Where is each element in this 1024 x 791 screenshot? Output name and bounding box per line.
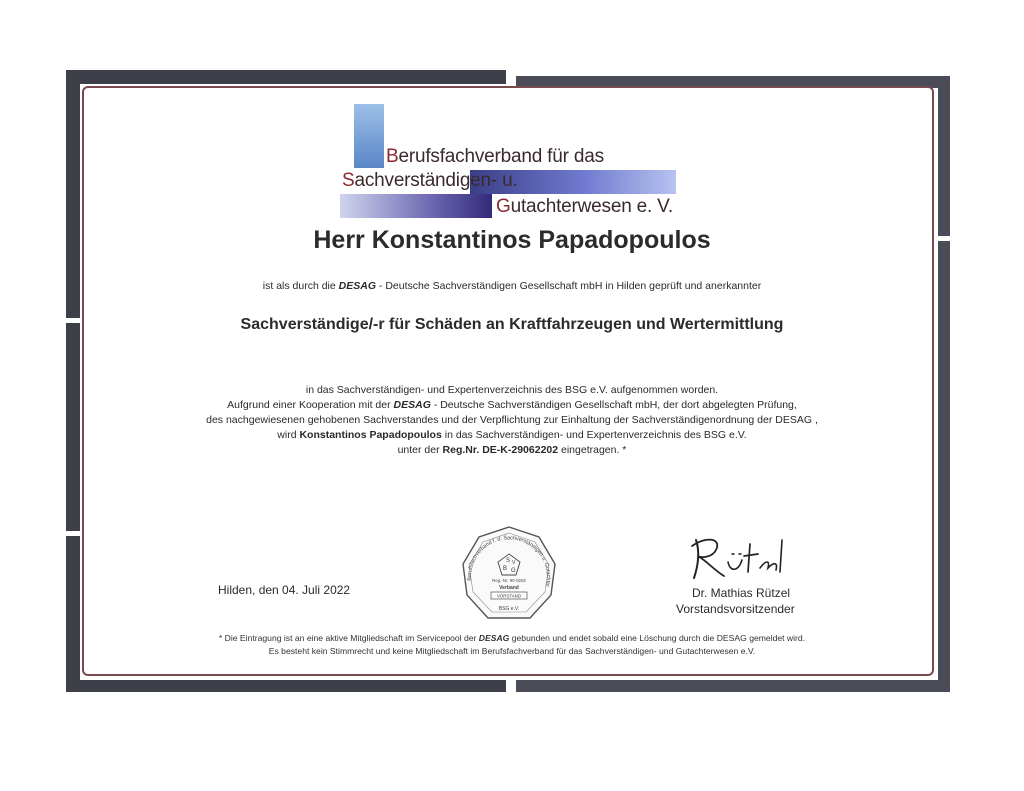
- frame-bottom-right: [516, 680, 946, 692]
- frame-right-top: [938, 76, 950, 236]
- seal-bsg: BSG e.V.: [498, 606, 520, 612]
- logo-line-1: Berufsfachverband für das: [386, 146, 604, 167]
- bsg-logo: [340, 104, 690, 220]
- body-line-5: unter der Reg.Nr. DE-K-29062202 eingetragen. *: [397, 444, 627, 456]
- intro-text: ist als durch die DESAG - Deutsche Sachverständigen Gesellschaft mbH in Hilden geprüft und anerkannter: [262, 280, 762, 292]
- place-date: Hilden, den 04. Juli 2022: [218, 583, 351, 597]
- logo-line-3: Gutachterwesen e. V.: [496, 196, 673, 217]
- footnote: [0, 632, 1024, 658]
- recipient-name: Herr Konstantinos Papadopoulos: [313, 226, 711, 254]
- body-line-4: wird Konstantinos Papadopoulos in das Sachverständigen- und Expertenverzeichnis des BSG e.V.: [277, 429, 747, 441]
- frame-bottom-left: [66, 680, 506, 692]
- seal-verband: Verband: [499, 585, 519, 591]
- footnote-line-2: Es besteht kein Stimmrecht und keine Mitgliedschaft im Berufsfachverband für das Sachverständigen- und Gutachterwesen e.V.: [268, 646, 756, 656]
- logo-horizontal-bar-lower: [340, 194, 492, 218]
- signer-name: Dr. Mathias Rützel: [692, 586, 791, 600]
- signature: [686, 532, 796, 582]
- body-line-2: Aufgrund einer Kooperation mit der DESAG - Deutsche Sachverständigen Gesellschaft mbH, der dort abgelegten Prüfung,: [227, 399, 797, 411]
- logo-vertical-bar: [354, 104, 384, 168]
- seal-reg-number: Reg.-Nr. 90-0202: [492, 578, 526, 583]
- frame-right-bottom: [938, 241, 950, 692]
- footnote-line-1: * Die Eintragung ist an eine aktive Mitgliedschaft im Servicepool der DESAG gebunden und endet sobald eine Löschung durch die DESAG gemeldet wird.: [218, 633, 806, 643]
- seal-letter-s: S: [506, 558, 511, 564]
- signer-title: Vorstandsvorsitzender: [676, 602, 795, 616]
- body-line-3: des nachgewiesenen gehobenen Sachverstandes und der Verpflichtung zur Einhaltung der Sachverständigenordnung der DESAG ,: [206, 414, 818, 426]
- body-line-1: in das Sachverständigen- und Expertenverzeichnis des BSG e.V. aufgenommen worden.: [305, 384, 719, 396]
- bsg-seal: [458, 524, 560, 626]
- seal-ring-text: Berufsfachverband f. d. Sachverständigen u. Gutachter: [466, 535, 552, 588]
- seal-letter-g: G: [511, 568, 516, 574]
- frame-left-bottom: [66, 536, 80, 692]
- seal-vorstand: VORSTAND: [496, 593, 522, 599]
- certificate-body: [0, 383, 1024, 458]
- frame-top-left: [66, 70, 506, 84]
- logo-line-2: Sachverständigen- u.: [342, 170, 518, 191]
- qualification-title: Sachverständige/-r für Schäden an Kraftfahrzeugen und Wertermittlung: [240, 316, 784, 333]
- seal-letter-v: V: [512, 560, 516, 566]
- seal-letter-b: B: [503, 566, 508, 572]
